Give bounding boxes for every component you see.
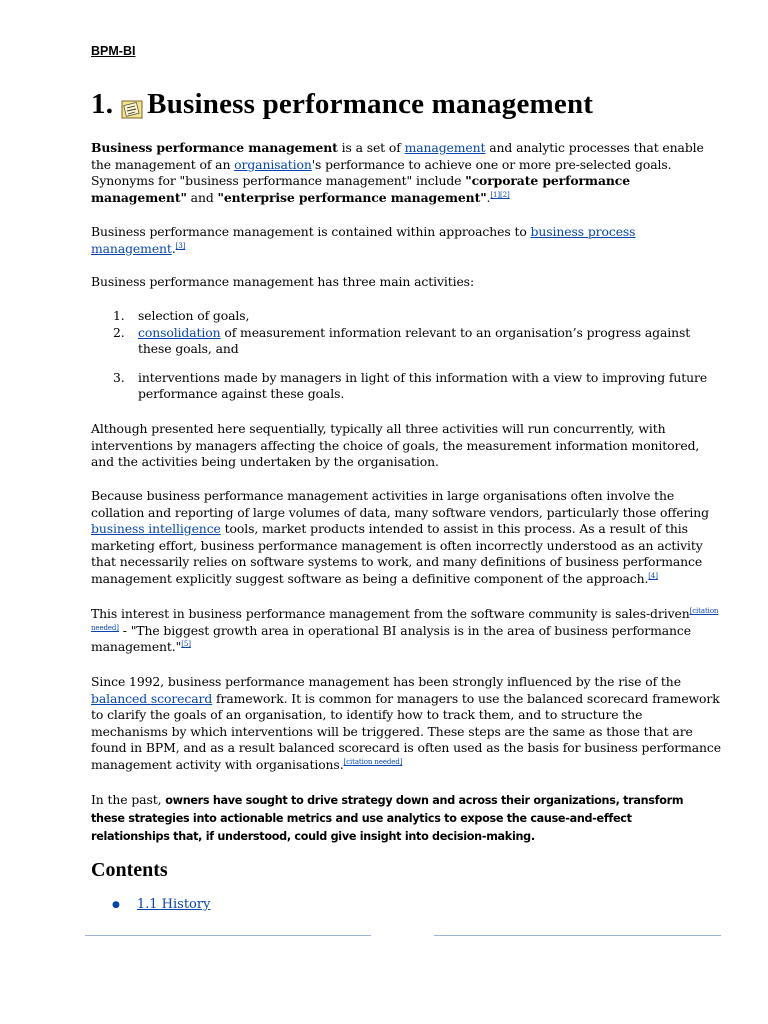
citation-needed-link[interactable]: [citation needed] [91, 607, 719, 632]
paragraph-3 [91, 274, 721, 291]
text-run: . [171, 240, 176, 256]
paragraph-8 [91, 791, 711, 845]
text-run: is a set of [337, 140, 405, 155]
paragraph-5 [91, 488, 721, 588]
link-organisation[interactable]: organisation [234, 156, 312, 172]
text-run: This interest in business performance management from the software community is sales-driven [91, 606, 690, 621]
paragraph-intro [91, 140, 721, 206]
list-number: 1. [113, 308, 125, 323]
text-run: 's performance to achieve one or more pre-selected goals. Synonyms for "business performance management" include [91, 156, 672, 189]
paragraph-4-text: Although presented here sequentially, typically all three activities will run concurrently, with interventions by managers affecting the choice of goals, the measurement information monitored, and the activities being undertaken by the organisation. [91, 421, 700, 470]
text-run: In the past, [91, 792, 166, 807]
text-run: and analytic processes that enable the management of an [91, 140, 704, 172]
activities-list [91, 308, 721, 403]
link-management[interactable]: management [404, 140, 486, 155]
bullet-icon: ● [112, 900, 120, 910]
paragraph-7 [91, 674, 721, 774]
text-run: tools, market products intended to assist in this process. As a result of this marketing effort, business performance management is often incorrectly understood as an activity that necessarily relies on software systems to work, and many definitions of business performance management explicitly suggest software as being a definitive component of the approach. [91, 521, 703, 586]
term-bold: Business performance management [91, 140, 338, 155]
paragraph-2 [91, 224, 721, 257]
list-item-text: selection of goals, [138, 308, 250, 323]
text-run: . [486, 189, 491, 205]
section-number: 1. [91, 88, 114, 120]
link-balanced-scorecard[interactable]: balanced scorecard [91, 690, 213, 706]
page-title [91, 88, 593, 121]
link-consolidation[interactable]: consolidation [138, 324, 221, 340]
list-number: 3. [113, 369, 125, 385]
reference-link[interactable]: [1][2] [490, 190, 510, 199]
reference-link[interactable]: [4] [648, 571, 658, 580]
synonym-bold-1: "corporate performance management" [91, 173, 631, 205]
document-header-label: BPM-BI [91, 44, 136, 58]
reference-link[interactable]: [3] [175, 241, 186, 250]
text-run: framework. It is common for managers to use the balanced scorecard framework to clarify the goals of an organisation, to identify how to track them, and to structure the mechanisms by which interventions will be triggered. These steps are the same as those that are found in BPM, and as a result balanced scorecard is often used as the basis for business performance management activity with organisations. [91, 690, 722, 772]
toc-item [112, 896, 210, 914]
link-business-process-management[interactable]: business process management [91, 224, 636, 256]
paragraph-6 [91, 606, 721, 656]
page-title-text: Business performance management [147, 88, 594, 120]
list-item [91, 325, 721, 358]
text-run: Since 1992, business performance management has been strongly influenced by the rise of the [91, 674, 681, 689]
contents-heading: Contents [91, 859, 168, 881]
toc-link-history[interactable]: 1.1 History [136, 897, 211, 912]
divider [434, 935, 721, 936]
divider [85, 935, 371, 936]
reference-link[interactable]: [5] [181, 640, 191, 649]
text-run: and [186, 189, 218, 205]
list-number: 2. [113, 324, 125, 340]
synonym-bold-2: "enterprise performance management" [217, 189, 487, 205]
link-business-intelligence[interactable]: business intelligence [91, 521, 221, 537]
list-item-text: interventions made by managers in light of this information with a view to improving future performance against these goals. [138, 369, 708, 402]
text-run: - "The biggest growth area in operational BI analysis is in the area of business performance management." [91, 622, 692, 655]
text-run-bold: owners have sought to drive strategy down and across their organizations, transform these strategies into actionable metrics and use analytics to expose the cause-and-effect relationships that, if understood, could give insight into decision-making. [91, 794, 684, 843]
list-item [91, 308, 721, 325]
text-run: Business performance management is contained within approaches to [91, 224, 531, 239]
list-item [91, 370, 721, 403]
paragraph-3-text: Business performance management has three main activities: [91, 274, 475, 289]
list-item-text: of measurement information relevant to an organisation’s progress against these goals, and [138, 324, 691, 357]
paragraph-4 [91, 421, 721, 471]
document-icon[interactable] [121, 95, 145, 115]
citation-needed-link[interactable]: [citation needed] [343, 757, 403, 766]
text-run: Because business performance management activities in large organisations often involve the collation and reporting of large volumes of data, many software vendors, particularly those offering [91, 488, 710, 520]
